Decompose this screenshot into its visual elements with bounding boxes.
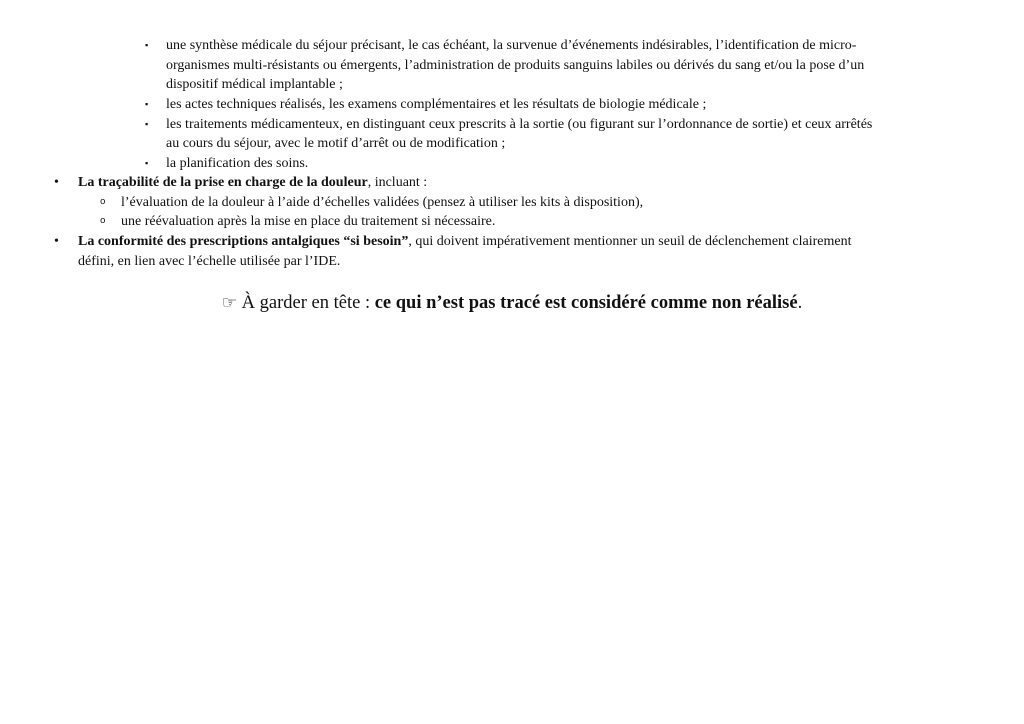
dot-bullet-icon: • [54, 234, 59, 249]
square-bullet-icon: ▪ [145, 118, 149, 129]
reminder-prefix: À garder en tête : [241, 293, 375, 313]
reminder-callout [0, 290, 1024, 316]
prescriptions-bold: La conformité des prescriptions antalgiques “si besoin” [78, 234, 409, 249]
pointing-hand-icon: ☞ [221, 293, 238, 313]
synthesis-line-1: une synthèse médicale du séjour précisant, le cas échéant, la survenue d’événements indésirables, l’identification de micro- [166, 38, 857, 53]
synthesis-line-2: organismes multi-résistants ou émergents, l’administration de produits sanguins labiles ou dérivés du sang et/ou la pose d’un [166, 57, 865, 73]
pain-traceability-heading [78, 173, 427, 193]
square-bullet-icon: ▪ [145, 157, 149, 168]
reminder-suffix: . [797, 293, 803, 313]
pain-traceability-rest: , incluant : [367, 175, 428, 190]
dot-bullet-icon: • [54, 175, 59, 190]
care-planning-line: la planification des soins. [166, 155, 309, 171]
circle-bullet-icon: o [100, 196, 106, 207]
reminder-bold-text: ce qui n’est pas tracé est considéré comme non réalisé [374, 293, 798, 313]
pain-traceability-bold: La traçabilité de la prise en charge de la douleur [78, 175, 368, 190]
pain-evaluation-line: l’évaluation de la douleur à l’aide d’échelles validées (pensez à utiliser les kits à disposition), [121, 194, 644, 210]
synthesis-line-3: dispositif médical implantable ; [166, 77, 343, 92]
prescriptions-line-2: défini, en lien avec l’échelle utilisée par l’IDE. [78, 253, 341, 269]
pain-reevaluation-line: une réévaluation après la mise en place du traitement si nécessaire. [121, 214, 496, 229]
treatments-line-1: les traitements médicamenteux, en distinguant ceux prescrits à la sortie (ou figurant sur l’ordonnance de sortie) et ceux arrêtés [166, 116, 873, 132]
treatments-line-2: au cours du séjour, avec le motif d’arrêt ou de modification ; [166, 136, 506, 151]
technical-acts-line: les actes techniques réalisés, les examens complémentaires et les résultats de biologie médicale ; [166, 97, 707, 112]
circle-bullet-icon: o [100, 216, 106, 226]
prescriptions-rest: , qui doivent impérativement mentionner un seuil de déclenchement clairement [408, 234, 852, 249]
prescriptions-line-1 [78, 232, 852, 252]
square-bullet-icon: ▪ [145, 40, 149, 50]
square-bullet-icon: ▪ [145, 99, 149, 109]
